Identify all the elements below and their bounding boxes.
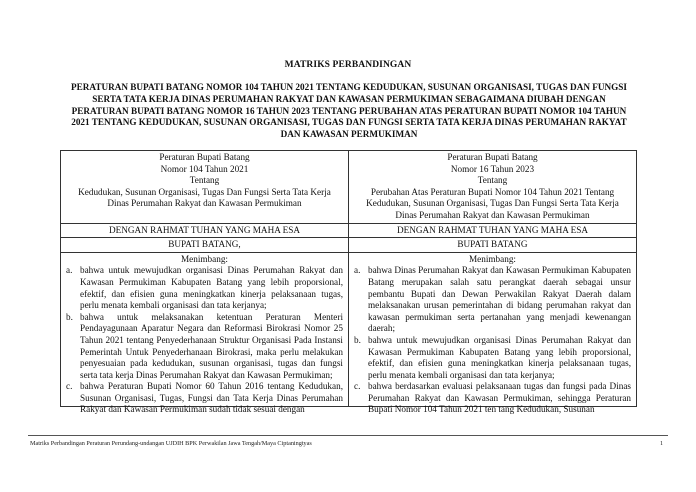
table-row-menimbang	[61, 252, 637, 407]
left-considerations-list	[66, 265, 343, 416]
list-text: bahwa untuk melaksanakan ketentuan Peraturan Menteri Pendayagunaan Aparatur Negara dan Reformasi Birokrasi Nomor 25 Tahun 2021 tentang Penyederhanaan Struktur Organisasi Pada Instansi Pemerintah Untuk Penyederhanaan Birokrasi, maka perlu melakukan penyesuaian pada kedudukan, susunan organisasi, tugas dan fungsi serta tata kerja Dinas Perumahan Rakyat dan Kawasan Permukiman;	[80, 311, 343, 380]
list-item	[354, 381, 631, 416]
list-marker: c.	[354, 381, 361, 392]
list-text: bahwa Dinas Perumahan Rakyat dan Kawasan Permukiman Kabupaten Batang merupakan salah satu perangkat daerah sebagai unsur pembantu Bupati dan Dewan Perwakilan Rakyat Daerah dalam melaksanakan urusan pemerintahan di bidang perumahan rakyat dan kawasan permukiman serta pertanahan yang menjadi kewenangan daerah;	[368, 265, 631, 334]
left-rahmat-cell: DENGAN RAHMAT TUHAN YANG MAHA ESA	[61, 223, 349, 238]
right-header-line: Perubahan Atas Peraturan Bupati Nomor 104 Tahun 2021 Tentang	[370, 186, 615, 197]
table-row-rahmat	[61, 223, 637, 238]
list-marker: a.	[354, 265, 361, 276]
footer-divider	[28, 435, 668, 436]
list-item	[66, 312, 343, 382]
left-menimbang-label: Menimbang:	[181, 253, 228, 264]
list-text: bahwa Peraturan Bupati Nomor 60 Tahun 2016 tentang Kedudukan, Susunan Organisasi, Tugas, Fungsi dan Tata Kerja Dinas Perumahan Rakyat dan Kawasan Permukiman sudah tidak sesuai dengan	[80, 381, 343, 415]
list-marker: a.	[66, 265, 73, 276]
right-header-line: Peraturan Bupati Batang	[447, 152, 538, 162]
right-header-line: Dinas Perumahan Rakyat dan Kawasan Permukiman	[395, 209, 590, 220]
comparison-table	[60, 150, 637, 415]
page-number: 1	[660, 440, 664, 447]
right-bupati-cell: BUPATI BATANG	[349, 238, 637, 253]
list-item	[354, 335, 631, 381]
list-item	[354, 265, 631, 335]
list-item	[66, 381, 343, 416]
right-header-line: Tentang	[477, 175, 508, 186]
list-marker: c.	[66, 381, 73, 392]
footer-text: Matriks Perbandingan Peraturan Perundang-undangan UJDIH BPK Perwakilan Jawa Tengah/Maya Ciptaningtyas	[30, 440, 312, 447]
left-menimbang-cell	[61, 252, 349, 415]
left-header-line: Dinas Perumahan Rakyat dan Kawasan Permukiman	[107, 198, 302, 209]
left-header-line: Tentang	[189, 175, 220, 186]
right-header-line: Kedudukan, Susunan Organisasi, Tugas Dan Fungsi Serta Tata Kerja	[366, 198, 619, 209]
list-text: bahwa untuk mewujudkan organisasi Dinas Perumahan Rakyat dan Kawasan Permukiman Kabupaten Batang yang lebih proporsional, efektif, dan efisien guna meningkatkan kinerja pelaksanaan tugas, perlu menata kembali organisasi dan tata kerjanya;	[368, 334, 631, 380]
left-header-line: Peraturan Bupati Batang	[159, 152, 250, 162]
list-marker: b.	[66, 311, 73, 322]
left-bupati-cell: BUPATI BATANG,	[61, 238, 349, 253]
list-marker: b.	[354, 334, 361, 345]
right-menimbang-cell	[349, 252, 637, 415]
left-header-line: Nomor 104 Tahun 2021	[160, 163, 249, 174]
list-text: bahwa untuk mewujudkan organisasi Dinas Perumahan Rakyat dan Kawasan Permukiman Kabupaten Batang yang lebih proporsional, efektif, dan efisien guna meningkatkan kinerja pelaksanaan tugas, perlu menata kembali organisasi dan tata kerjanya;	[80, 265, 343, 311]
right-header-line: Nomor 16 Tahun 2023	[450, 163, 535, 174]
table-row-bupati	[61, 238, 637, 253]
right-considerations-list	[354, 265, 631, 416]
right-header-cell	[349, 151, 637, 224]
list-item	[66, 265, 343, 311]
list-text: bahwa berdasarkan evaluasi pelaksanaan tugas dan fungsi pada Dinas Perumahan Rakyat dan Kawasan Permukiman, sehingga Peraturan Bupati Nomor 104 Tahun 2021 ten tang Kedudukan, Susunan	[368, 381, 631, 415]
table-row-header	[61, 151, 637, 224]
document-title: MATRIKS PERBANDINGAN	[284, 60, 412, 70]
document-subtitle: PERATURAN BUPATI BATANG NOMOR 104 TAHUN 2021 TENTANG KEDUDUKAN, SUSUNAN ORGANISASI, TUGAS DAN FUNGSI SERTA TATA KERJA DINAS PERUMAHAN RAKYAT DAN KAWASAN PERMUKIMAN SEBAGAIMANA DIUBAH DENGAN PERATURAN BUPATI BATANG NOMOR 16 TAHUN 2023 TENTANG PERUBAHAN ATAS PERATURAN BUPATI NOMOR 104 TAHUN 2021 TENTANG KEDUDUKAN, SUSUNAN ORGANISASI, TUGAS DAN FUNGSI SERTA TATA KERJA DINAS PERUMAHAN RAKYAT DAN KAWASAN PERMUKIMAN	[71, 82, 627, 140]
left-header-line: Kedudukan, Susunan Organisasi, Tugas Dan Fungsi Serta Tata Kerja	[78, 186, 331, 197]
right-menimbang-label: Menimbang:	[469, 253, 516, 264]
left-header-cell	[61, 151, 349, 224]
right-rahmat-cell: DENGAN RAHMAT TUHAN YANG MAHA ESA	[349, 223, 637, 238]
